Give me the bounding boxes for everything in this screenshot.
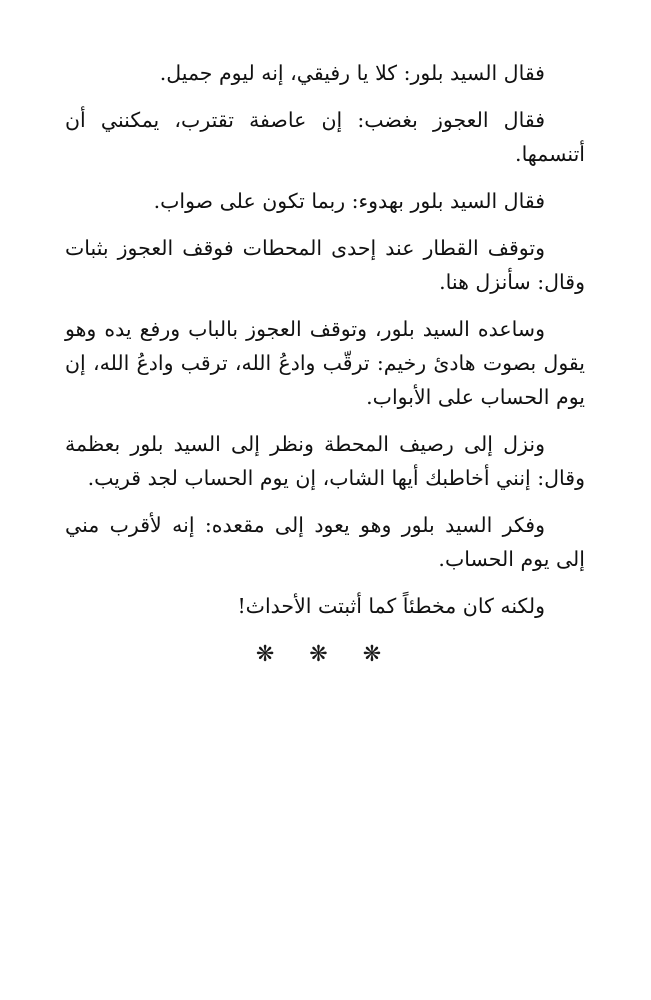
section-break-ornament: ❋ ❋ ❋ (255, 642, 396, 667)
paragraph-4: وتوقف القطار عند إحدى المحطات فوقف العجوز بثبات وقال: سأنزل هنا. (65, 236, 585, 294)
paragraph-3: فقال السيد بلور بهدوء: ربما تكون على صواب. (153, 189, 545, 213)
paragraph-2: فقال العجوز بغضب: إن عاصفة تقترب، يمكنني أن أتنسمها. (65, 108, 585, 166)
paragraph-1: فقال السيد بلور: كلا يا رفيقي، إنه ليوم جميل. (159, 61, 545, 85)
paragraph-7: وفكر السيد بلور وهو يعود إلى مقعده: إنه لأقرب مني إلى يوم الحساب. (65, 513, 585, 571)
paragraph-8: ولكنه كان مخطئاً كما أثبتت الأحداث! (237, 594, 545, 618)
page-body (65, 56, 585, 623)
paragraph-6: ونزل إلى رصيف المحطة ونظر إلى السيد بلور بعظمة وقال: إنني أخاطبك أيها الشاب، إن يوم الحساب لجد قريب. (65, 432, 585, 490)
paragraph-5: وساعده السيد بلور، وتوقف العجوز بالباب ورفع يده وهو يقول بصوت هادئ رخيم: ترقّب وادعُ الله، ترقب وادعُ الله، إن يوم الحساب على الأبواب. (65, 317, 585, 409)
